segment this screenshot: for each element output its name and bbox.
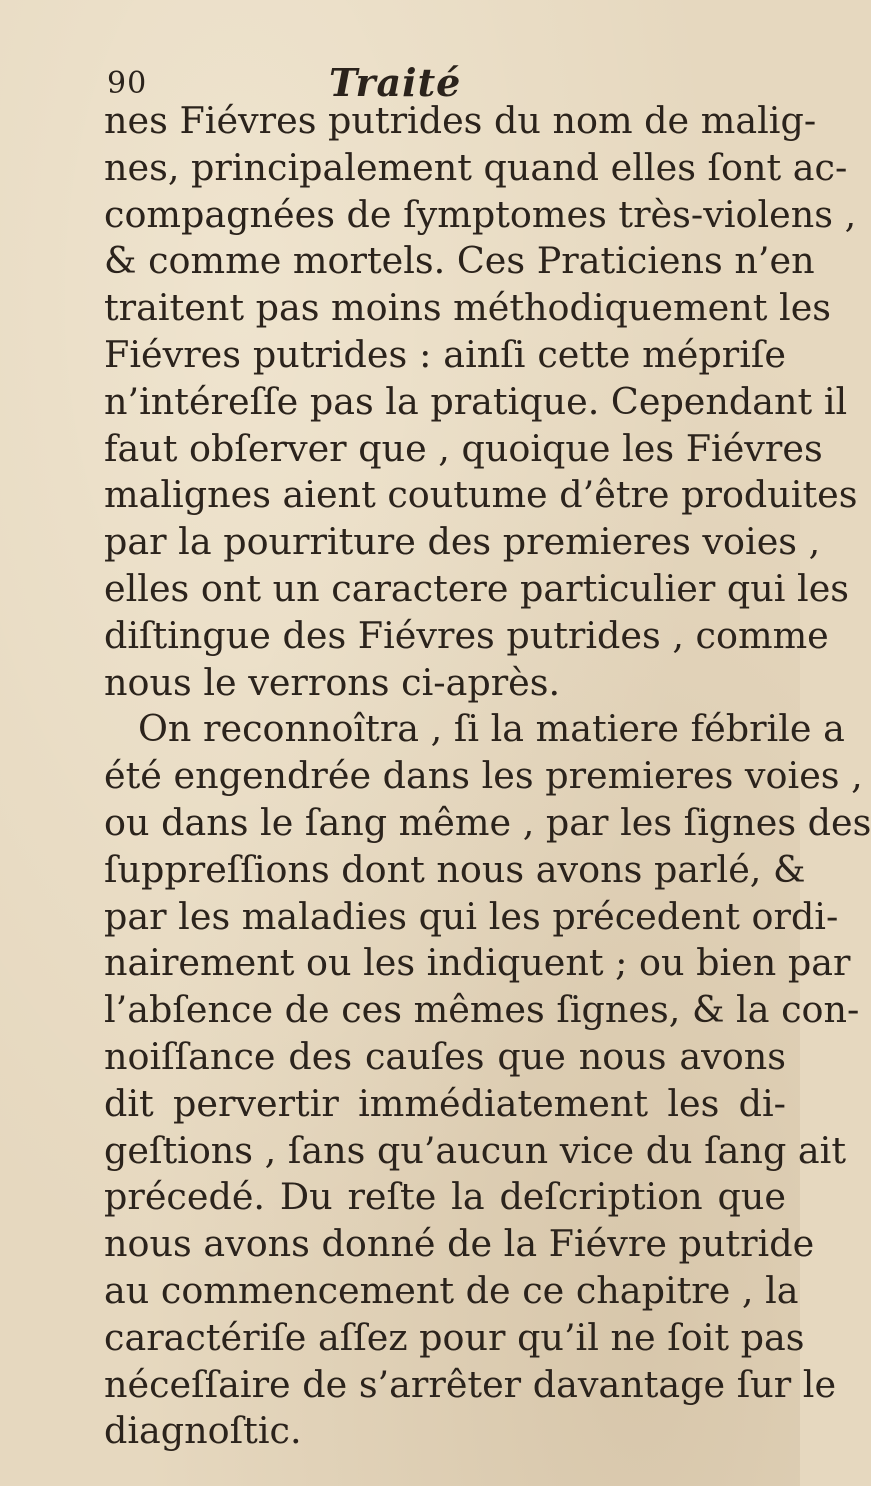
text-line: faut obſerver que , quoique les Fiévres [104, 426, 823, 470]
text-line: diſtingue des Fiévres putrides , comme [104, 613, 829, 657]
text-line: nous avons donné de la Fiévre putride [104, 1222, 815, 1266]
paragraph-start-line: On reconnoîtra , ſi la matiere fébrile a [138, 707, 845, 751]
body-text [104, 98, 871, 1455]
text-line: noiſſance des cauſes que nous avons [104, 1034, 786, 1078]
text-line: nairement ou les indiquent ; ou bien par [104, 941, 851, 985]
text-line: précedé. Du reſte la deſcription que [104, 1175, 786, 1219]
text-line: néceſſaire de s’arrêter davantage ſur le [104, 1362, 837, 1406]
text-line: ſuppreſſions dont nous avons parlé, & [104, 847, 806, 891]
text-line: nes, principalement quand elles ſont ac- [104, 145, 848, 189]
text-line: & comme mortels. Ces Praticiens n’en [104, 239, 815, 283]
page-number: 90 [107, 66, 148, 101]
page-header [103, 60, 723, 105]
text-line: par les maladies qui les précedent ordi- [104, 894, 839, 938]
paragraph-end-line: diagnoſtic. [104, 1409, 302, 1453]
text-line: par la pourriture des premieres voies , [104, 520, 821, 564]
text-line: caractériſe aſſez pour qu’il ne ſoit pas [104, 1315, 805, 1359]
text-line: au commencement de ce chapitre , la [104, 1268, 799, 1312]
running-title: Traité [329, 60, 462, 105]
text-line: n’intéreſſe pas la pratique. Cependant il [104, 379, 848, 423]
paragraph-end-line: nous le verrons ci-après. [104, 660, 561, 704]
text-line: traitent pas moins méthodiquement les [104, 286, 832, 330]
text-line: été engendrée dans les premieres voies , [104, 754, 863, 798]
text-line: ou dans le ſang même , par les ſignes des [104, 800, 871, 844]
text-line: malignes aient coutume d’être produites [104, 473, 858, 517]
text-line: l’abſence de ces mêmes ſignes, & la con- [104, 988, 860, 1032]
text-line: dit pervertir immédiatement les di- [104, 1081, 786, 1125]
text-line: nes Fiévres putrides du nom de malig- [104, 99, 817, 142]
text-line: geſtions , ſans qu’aucun vice du ſang ait [104, 1128, 847, 1172]
text-line: Fiévres putrides : ainſi cette mépriſe [104, 332, 786, 376]
text-line: compagnées de ſymptomes très-violens , [104, 192, 857, 236]
text-line: elles ont un caractere particulier qui les [104, 566, 850, 610]
